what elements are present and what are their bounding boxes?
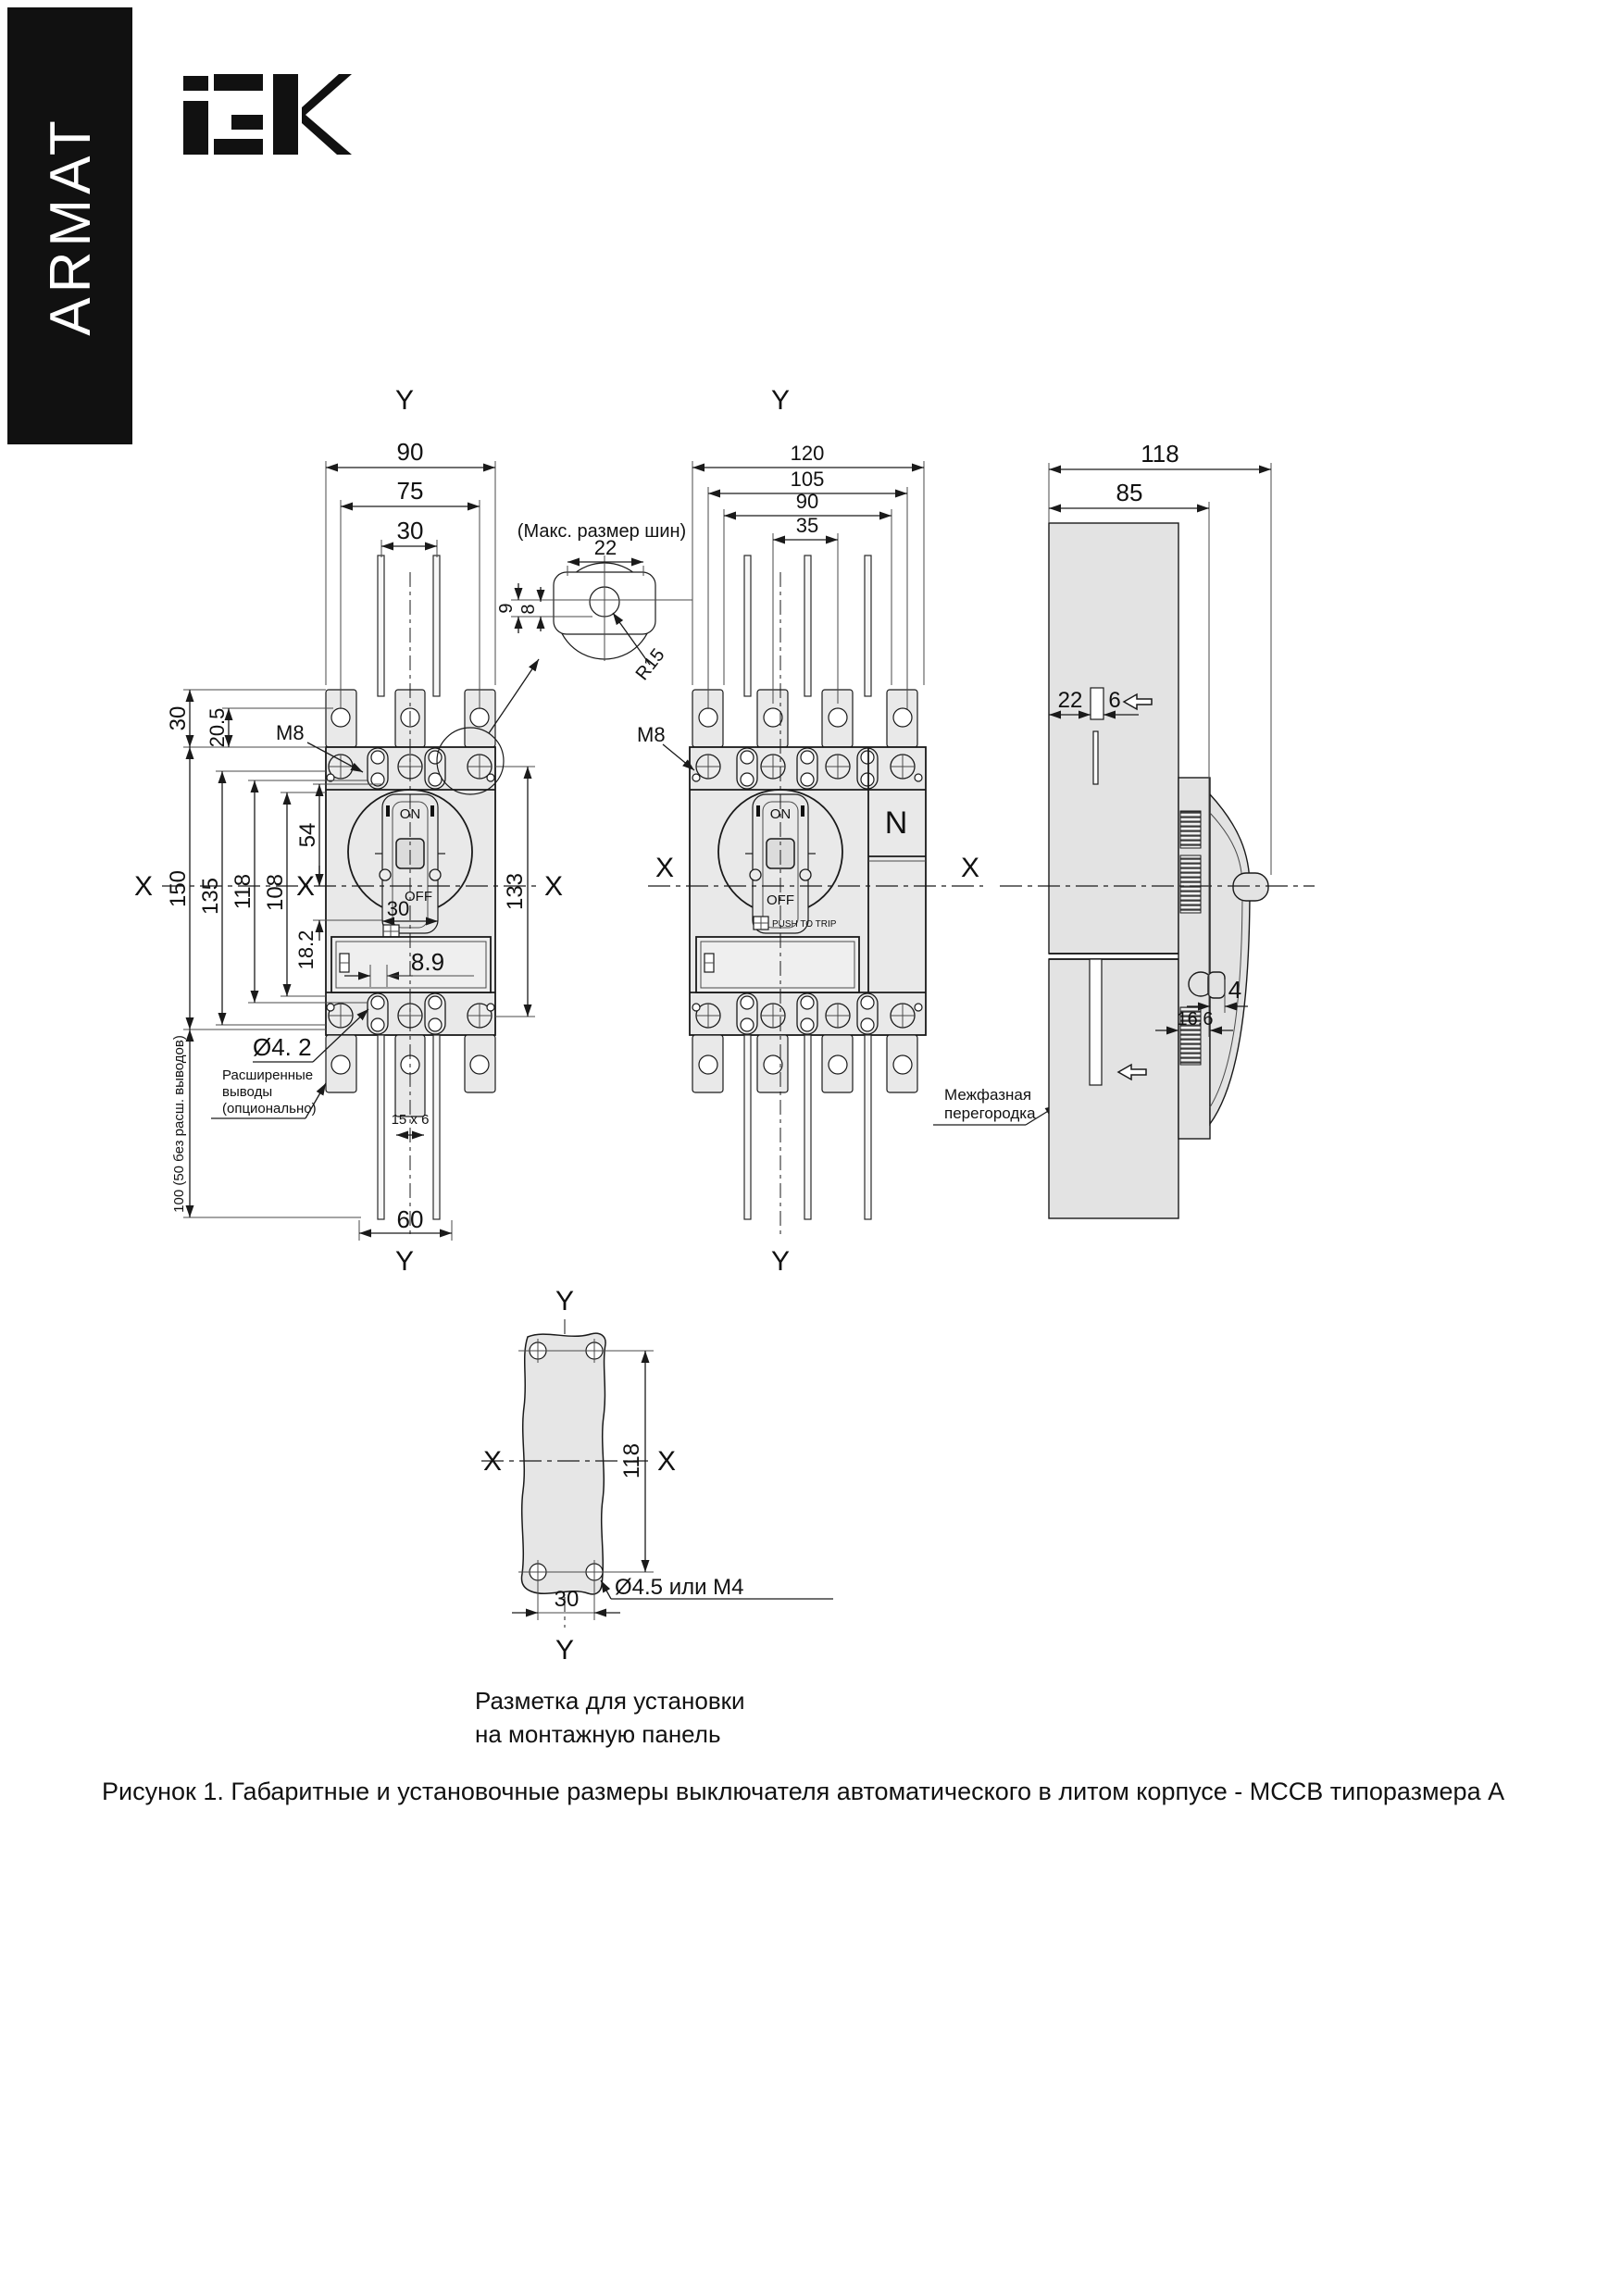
busbar bbox=[378, 1035, 384, 1219]
axis-x-mid: X bbox=[295, 871, 316, 902]
barrier-slot-thin bbox=[1093, 731, 1098, 784]
dim-75: 75 bbox=[396, 477, 424, 505]
dim-30-handle: 30 bbox=[386, 897, 410, 920]
busbar bbox=[378, 555, 384, 696]
busbar bbox=[433, 555, 440, 696]
mount-caption-line2: на монтажную панель bbox=[475, 1720, 721, 1748]
dim-6-side: 6 bbox=[1108, 688, 1121, 713]
dim-118-mount: 118 bbox=[619, 1442, 644, 1479]
axis-x-right: X bbox=[960, 853, 980, 883]
dim-r15: R15 bbox=[631, 644, 669, 685]
dim-108: 108 bbox=[263, 873, 288, 912]
ext-leads-label: Расширенные bbox=[222, 1067, 314, 1083]
interphase-barrier-bottom bbox=[1049, 959, 1178, 1218]
busbar-detail bbox=[496, 521, 692, 684]
iek-logo-k bbox=[273, 74, 352, 155]
axis-y-top: Y bbox=[555, 1286, 575, 1316]
dim-133: 133 bbox=[503, 872, 528, 911]
dim-20-5: 20.5 bbox=[206, 707, 229, 748]
ext-leads-label: (опционально) bbox=[222, 1101, 317, 1117]
dim-54: 54 bbox=[295, 822, 320, 848]
din-latch bbox=[1208, 972, 1225, 998]
iek-logo-e-mid bbox=[231, 115, 263, 130]
off-label: OFF bbox=[405, 889, 432, 905]
busbar bbox=[744, 1035, 751, 1219]
axis-x-left: X bbox=[133, 871, 154, 902]
axis-x-right: X bbox=[543, 871, 564, 902]
vent-grille bbox=[1180, 855, 1201, 913]
axis-y-bottom: Y bbox=[770, 1246, 791, 1277]
figure-caption: Рисунок 1. Габаритные и установочные размеры выключателя автоматического в литом корпусе - МССВ типоразмера А bbox=[102, 1778, 1505, 1805]
axis-y-bottom: Y bbox=[394, 1246, 415, 1277]
dim-100-leads: 100 (50 без расш. выводов) bbox=[171, 1035, 187, 1213]
dim-slot-15x6: 15 x 6 bbox=[391, 1112, 430, 1128]
thread-label-m8: M8 bbox=[637, 723, 666, 746]
neutral-pole-label: N bbox=[884, 805, 908, 841]
dim-4: 4 bbox=[1228, 976, 1242, 1004]
front-view-4p bbox=[637, 385, 1057, 1277]
dim-105: 105 bbox=[790, 468, 825, 491]
side-view bbox=[1000, 440, 1315, 1218]
mount-hole-spec-label: Ø4.5 или М4 bbox=[615, 1575, 744, 1600]
axis-x-right: X bbox=[656, 1446, 677, 1477]
busbar bbox=[865, 1035, 871, 1219]
barrier-label: Межфазная bbox=[944, 1086, 1032, 1104]
on-label: ON bbox=[769, 806, 792, 822]
busbar bbox=[744, 555, 751, 696]
dim-16-6: 16.6 bbox=[1177, 1009, 1214, 1029]
busbar bbox=[865, 555, 871, 696]
axis-y-bottom: Y bbox=[555, 1635, 575, 1666]
off-label: OFF bbox=[767, 892, 794, 908]
iek-logo-e-top bbox=[214, 74, 263, 91]
dim-9: 9 bbox=[496, 603, 517, 614]
dim-30-left: 30 bbox=[166, 705, 191, 731]
dim-30-top: 30 bbox=[396, 517, 424, 544]
dim-30-mount: 30 bbox=[554, 1587, 580, 1612]
axis-x-left: X bbox=[655, 853, 675, 883]
dim-85-depth: 85 bbox=[1116, 479, 1143, 506]
iek-logo-e-bottom bbox=[214, 139, 263, 155]
armat-sidebar bbox=[7, 7, 132, 444]
iek-logo-i-dot bbox=[183, 76, 208, 91]
ext-leads-label: выводы bbox=[222, 1084, 273, 1100]
barrier-slot-bottom bbox=[1090, 959, 1102, 1085]
dim-150: 150 bbox=[166, 869, 191, 908]
dim-118: 118 bbox=[231, 873, 256, 910]
dim-118-depth: 118 bbox=[1141, 440, 1179, 468]
mount-view bbox=[475, 1286, 833, 1748]
thread-label-m8: M8 bbox=[276, 721, 305, 744]
push-to-trip-label: PUSH TO TRIP bbox=[772, 919, 837, 930]
dim-8-9: 8.9 bbox=[410, 948, 445, 976]
mount-panel bbox=[521, 1333, 605, 1594]
dim-22-side: 22 bbox=[1057, 688, 1083, 713]
axis-y-top: Y bbox=[770, 385, 791, 416]
on-label: ON bbox=[399, 806, 421, 822]
iek-logo-i-bar bbox=[183, 101, 208, 155]
busbar bbox=[804, 555, 811, 696]
interphase-barrier-top bbox=[1049, 523, 1178, 954]
iek-logo bbox=[183, 74, 352, 155]
barrier-label: перегородка bbox=[944, 1104, 1036, 1122]
dim-120: 120 bbox=[790, 442, 825, 465]
mount-caption-line1: Разметка для установки bbox=[475, 1687, 745, 1715]
breaker-dome bbox=[1210, 794, 1250, 1124]
front-view-3p bbox=[134, 385, 563, 1277]
dim-8: 8 bbox=[518, 604, 539, 615]
dim-60: 60 bbox=[396, 1205, 424, 1233]
rating-plate bbox=[696, 937, 859, 992]
barrier-slot bbox=[1091, 688, 1104, 719]
side-handle bbox=[1233, 873, 1268, 901]
armat-logo-text: ARMAT bbox=[39, 116, 103, 336]
detail-title: (Макс. размер шин) bbox=[517, 521, 687, 542]
dim-22-detail: 22 bbox=[593, 536, 617, 559]
dim-90: 90 bbox=[396, 438, 424, 466]
busbar bbox=[804, 1035, 811, 1219]
axis-y-top: Y bbox=[394, 385, 415, 416]
axis-x-left: X bbox=[482, 1446, 503, 1477]
vent-grille bbox=[1180, 811, 1201, 848]
busbar bbox=[433, 1035, 440, 1219]
dim-90: 90 bbox=[795, 490, 819, 513]
dim-135: 135 bbox=[198, 877, 223, 916]
dim-18-2: 18.2 bbox=[294, 930, 318, 970]
dim-35: 35 bbox=[795, 514, 819, 537]
mount-hole-label: Ø4. 2 bbox=[253, 1033, 312, 1061]
